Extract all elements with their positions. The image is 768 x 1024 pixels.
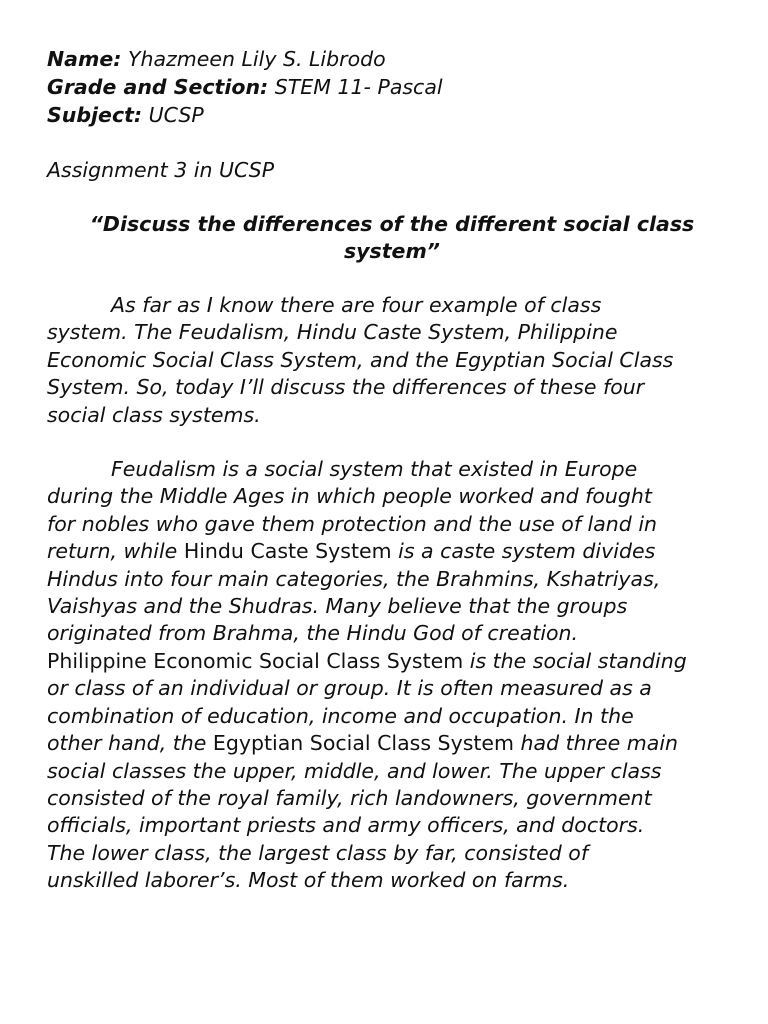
question-heading [47,211,737,265]
assignment-title: Assignment 3 in UCSP [47,158,275,182]
paragraph-line: As far as I know there are four example of class [111,293,602,317]
paragraph-line: The lower class, the largest class by far, consisted of [47,840,589,865]
paragraph-line: social classes the upper, middle, and lower. The upper class [47,758,662,783]
grade-line [47,73,737,101]
subject-value: UCSP [142,103,204,127]
grade-value: STEM 11- Pascal [268,75,443,99]
paragraph-line: during the Middle Ages in which people worked and fought [47,484,652,509]
paragraph-line: Feudalism is a social system that existed in Europe [111,457,638,482]
paragraph-line: Vaishyas and the Shudras. Many believe that the groups [47,594,628,619]
term-egyptian-class-system: Egyptian Social Class System [212,731,514,756]
paragraph-line [47,538,737,565]
term-philippine-class-system: Philippine Economic Social Class System [47,648,464,673]
paragraph-line: or class of an individual or group. It is often measured as a [47,676,652,701]
paragraph-line: social class systems. [47,402,261,427]
term-hindu-caste-system: Hindu Caste System [183,539,392,564]
paragraph-line: officials, important priests and army officers, and doctors. [47,813,645,838]
subject-label: Subject: [47,103,143,127]
paragraph-line [47,730,737,757]
paragraph-line: combination of education, income and occupation. In the [47,703,634,728]
paragraph-line: Hindus into four main categories, the Brahmins, Kshatriyas, [47,566,661,591]
paragraph-intro [47,292,737,429]
subject-line [47,101,737,129]
text-run: is a caste system divides [391,539,656,564]
question-line: system” [343,239,441,263]
text-run: had three main [514,731,679,756]
paragraph-line: unskilled laborer’s. Most of them worked on farms. [47,868,570,893]
paragraph-line: for nobles who gave them protection and the use of land in [47,511,658,536]
text-run: is the social standing [463,648,687,673]
question-line: “Discuss the differences of the different social class [89,212,695,236]
paragraph-line: system. The Feudalism, Hindu Caste System, Philippine [47,320,618,345]
text-run: other hand, the [47,731,213,756]
grade-label: Grade and Section: [47,75,269,99]
name-value: Yhazmeen Lily S. Librodo [121,47,386,71]
name-label: Name: [47,47,122,71]
paragraph-line [47,648,737,675]
text-run: return, while [47,539,184,564]
name-line [47,45,737,73]
paragraph-line: Economic Social Class System, and the Egyptian Social Class [47,347,674,372]
paragraph-line: originated from Brahma, the Hindu God of creation. [47,621,579,646]
paragraph-line: System. So, today I’ll discuss the differences of these four [47,375,645,400]
paragraph-body [47,456,737,895]
document-page [47,45,737,895]
paragraph-line: consisted of the royal family, rich landowners, government [47,785,652,810]
